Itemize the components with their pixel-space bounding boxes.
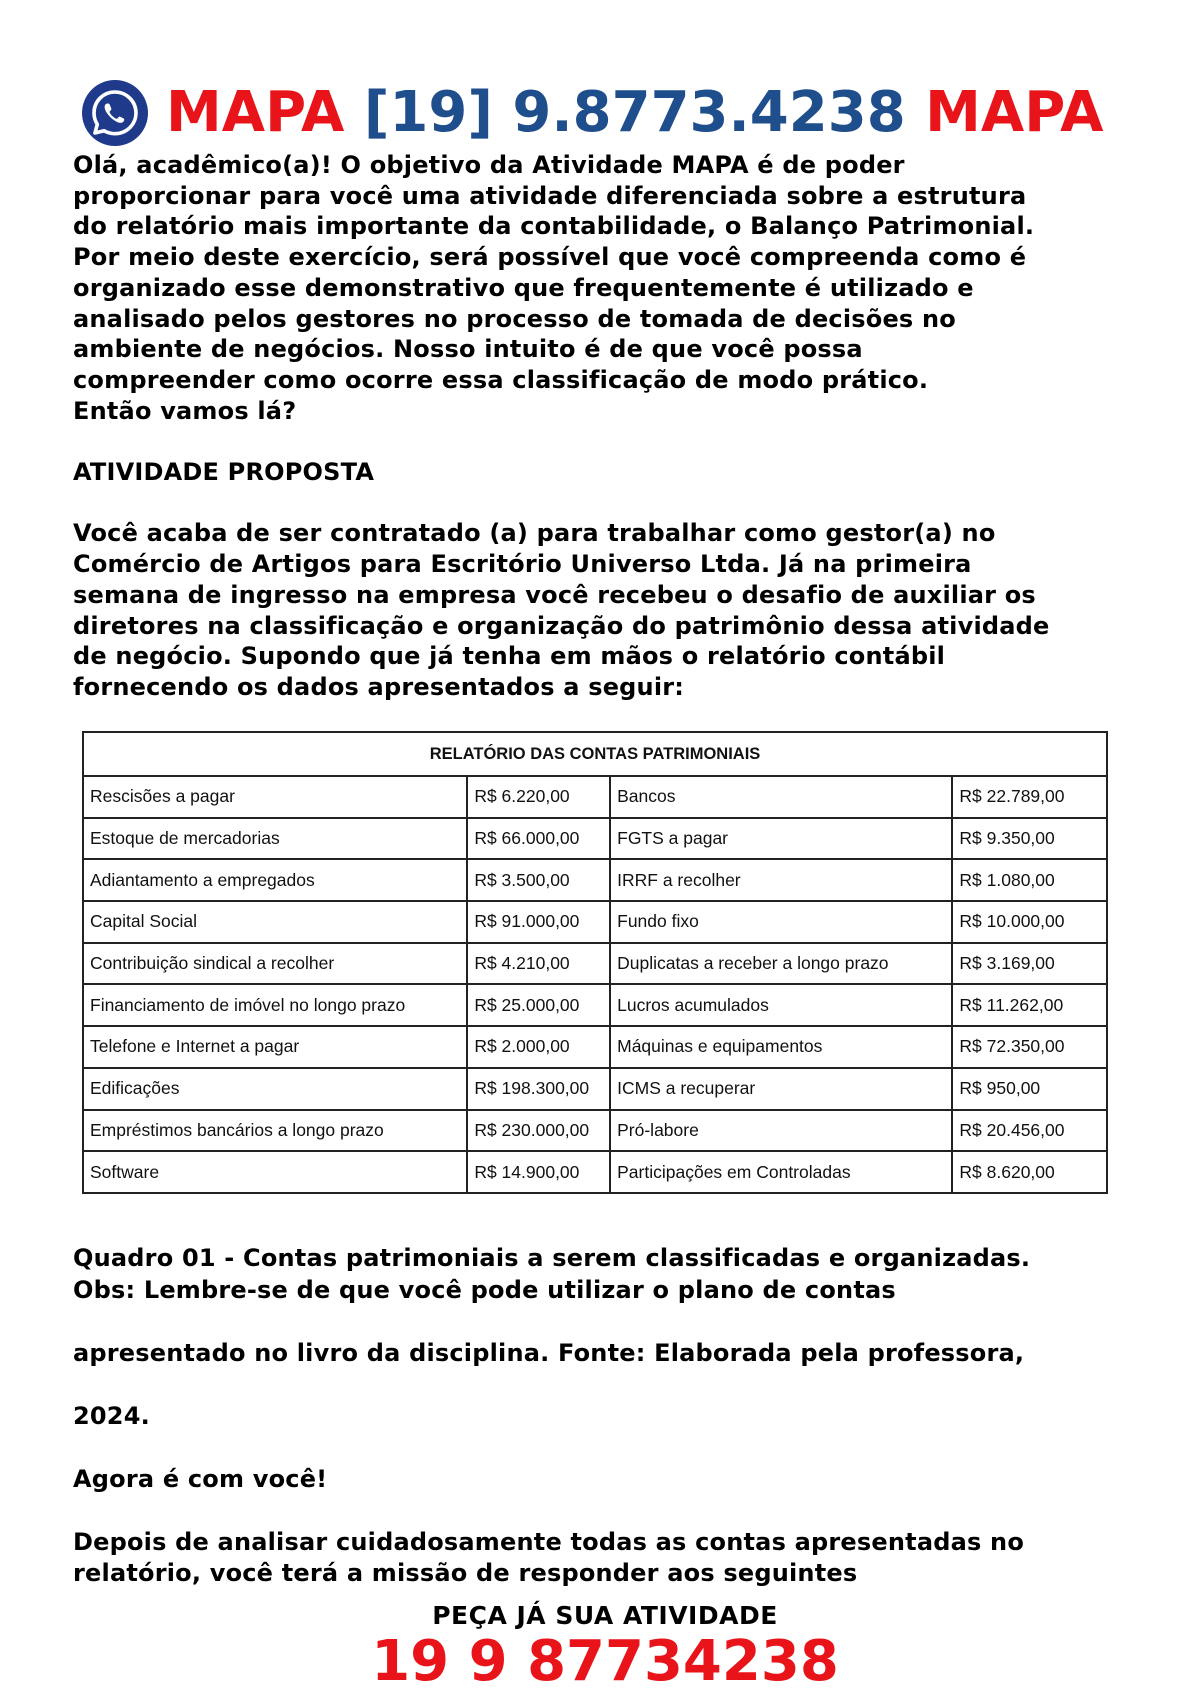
closing-line: Depois de analisar cuidadosamente todas as contas apresentadas no xyxy=(73,1527,1025,1556)
account-name-cell: Contribuição sindical a recolher xyxy=(83,943,467,985)
scenario-line: Você acaba de ser contratado (a) para trabalhar como gestor(a) no xyxy=(73,519,996,548)
account-value-cell: R$ 72.350,00 xyxy=(952,1026,1107,1068)
intro-line: compreender como ocorre essa classificação de modo prático. xyxy=(73,365,929,394)
account-name-cell: Rescisões a pagar xyxy=(83,776,467,818)
footer-phone[interactable]: 19 9 87734238 xyxy=(371,1629,839,1694)
scenario-line: semana de ingresso na empresa você recebeu o desafio de auxiliar os xyxy=(73,580,1036,609)
account-name-cell: Estoque de mercadorias xyxy=(83,818,467,860)
account-name-cell: Edificações xyxy=(83,1068,467,1110)
account-value-cell: R$ 6.220,00 xyxy=(467,776,610,818)
table-row xyxy=(83,1026,1107,1068)
table-header-row xyxy=(83,732,1107,776)
table-row xyxy=(83,943,1107,985)
account-name-cell: Financiamento de imóvel no longo prazo xyxy=(83,984,467,1026)
account-name-cell: Duplicatas a receber a longo prazo xyxy=(610,943,952,985)
account-name-cell: Participações em Controladas xyxy=(610,1151,952,1193)
table-title: RELATÓRIO DAS CONTAS PATRIMONIAIS xyxy=(83,732,1107,776)
account-name-cell: Adiantamento a empregados xyxy=(83,859,467,901)
account-value-cell: R$ 4.210,00 xyxy=(467,943,610,985)
account-value-cell: R$ 11.262,00 xyxy=(952,984,1107,1026)
intro-paragraph xyxy=(73,150,1153,426)
account-value-cell: R$ 14.900,00 xyxy=(467,1151,610,1193)
table-body xyxy=(83,776,1107,1193)
caption-line: apresentado no livro da disciplina. Fonte: Elaborada pela professora, xyxy=(73,1338,1025,1367)
account-value-cell: R$ 3.500,00 xyxy=(467,859,610,901)
intro-line: Olá, acadêmico(a)! O objetivo da Atividade MAPA é de poder xyxy=(73,151,905,179)
intro-line: analisado pelos gestores no processo de tomada de decisões no xyxy=(73,304,956,333)
account-name-cell: IRRF a recolher xyxy=(610,859,952,901)
account-value-cell: R$ 3.169,00 xyxy=(952,943,1107,985)
intro-line: Então vamos lá? xyxy=(73,396,297,425)
account-name-cell: ICMS a recuperar xyxy=(610,1068,952,1110)
table-row xyxy=(83,984,1107,1026)
intro-line: ambiente de negócios. Nosso intuito é de que você possa xyxy=(73,335,863,364)
account-value-cell: R$ 9.350,00 xyxy=(952,818,1107,860)
caption-line: Quadro 01 - Contas patrimoniais a serem classificadas e organizadas. xyxy=(73,1244,1031,1272)
account-name-cell: Software xyxy=(83,1151,467,1193)
intro-line: proporcionar para você uma atividade diferenciada sobre a estrutura xyxy=(73,181,1027,210)
table-row xyxy=(83,1110,1107,1152)
account-name-cell: Bancos xyxy=(610,776,952,818)
intro-line: organizado esse demonstrativo que frequentemente é utilizado e xyxy=(73,273,974,302)
table-row xyxy=(83,1068,1107,1110)
header-mapa-right: MAPA xyxy=(925,80,1104,145)
account-name-cell: FGTS a pagar xyxy=(610,818,952,860)
caption-section xyxy=(73,1243,1153,1590)
scenario-line: de negócio. Supondo que já tenha em mãos o relatório contábil xyxy=(73,642,946,671)
account-name-cell: Máquinas e equipamentos xyxy=(610,1026,952,1068)
scenario-line: fornecendo os dados apresentados a seguir: xyxy=(73,672,685,701)
accounts-table xyxy=(82,731,1108,1194)
table-row xyxy=(83,818,1107,860)
account-name-cell: Empréstimos bancários a longo prazo xyxy=(83,1110,467,1152)
document-body xyxy=(73,150,1153,703)
header-phone[interactable]: [19] 9.8773.4238 xyxy=(363,80,906,145)
intro-line: do relatório mais importante da contabilidade, o Balanço Patrimonial. xyxy=(73,212,1035,241)
account-value-cell: R$ 20.456,00 xyxy=(952,1110,1107,1152)
accounts-table-container xyxy=(82,731,1108,1194)
closing-line: relatório, você terá a missão de responder aos seguintes xyxy=(73,1559,858,1587)
scenario-line: diretores na classificação e organização do patrimônio dessa atividade xyxy=(73,611,1050,640)
caption-line: Obs: Lembre-se de que você pode utilizar o plano de contas xyxy=(73,1275,896,1304)
account-value-cell: R$ 198.300,00 xyxy=(467,1068,610,1110)
account-value-cell: R$ 230.000,00 xyxy=(467,1110,610,1152)
account-value-cell: R$ 10.000,00 xyxy=(952,901,1107,943)
page-header xyxy=(80,68,1140,158)
section-title: ATIVIDADE PROPOSTA xyxy=(73,458,375,487)
account-value-cell: R$ 91.000,00 xyxy=(467,901,610,943)
account-value-cell: R$ 2.000,00 xyxy=(467,1026,610,1068)
account-value-cell: R$ 22.789,00 xyxy=(952,776,1107,818)
account-value-cell: R$ 8.620,00 xyxy=(952,1151,1107,1193)
caption-line: 2024. xyxy=(73,1401,150,1430)
intro-line: Por meio deste exercício, será possível que você compreenda como é xyxy=(73,243,1027,272)
account-value-cell: R$ 1.080,00 xyxy=(952,859,1107,901)
page-footer xyxy=(0,1600,1200,1692)
table-row xyxy=(83,1151,1107,1193)
header-title xyxy=(166,80,1104,145)
whatsapp-icon[interactable] xyxy=(80,78,150,148)
table-row xyxy=(83,859,1107,901)
account-name-cell: Lucros acumulados xyxy=(610,984,952,1026)
scenario-paragraph xyxy=(73,518,1153,702)
closing-now: Agora é com você! xyxy=(73,1464,328,1493)
footer-cta: PEÇA JÁ SUA ATIVIDADE xyxy=(432,1601,778,1630)
account-name-cell: Pró-labore xyxy=(610,1110,952,1152)
account-value-cell: R$ 66.000,00 xyxy=(467,818,610,860)
account-value-cell: R$ 25.000,00 xyxy=(467,984,610,1026)
account-name-cell: Capital Social xyxy=(83,901,467,943)
header-mapa-left: MAPA xyxy=(166,80,345,145)
account-name-cell: Telefone e Internet a pagar xyxy=(83,1026,467,1068)
table-row xyxy=(83,901,1107,943)
account-name-cell: Fundo fixo xyxy=(610,901,952,943)
scenario-line: Comércio de Artigos para Escritório Universo Ltda. Já na primeira xyxy=(73,550,972,579)
account-value-cell: R$ 950,00 xyxy=(952,1068,1107,1110)
table-row xyxy=(83,776,1107,818)
